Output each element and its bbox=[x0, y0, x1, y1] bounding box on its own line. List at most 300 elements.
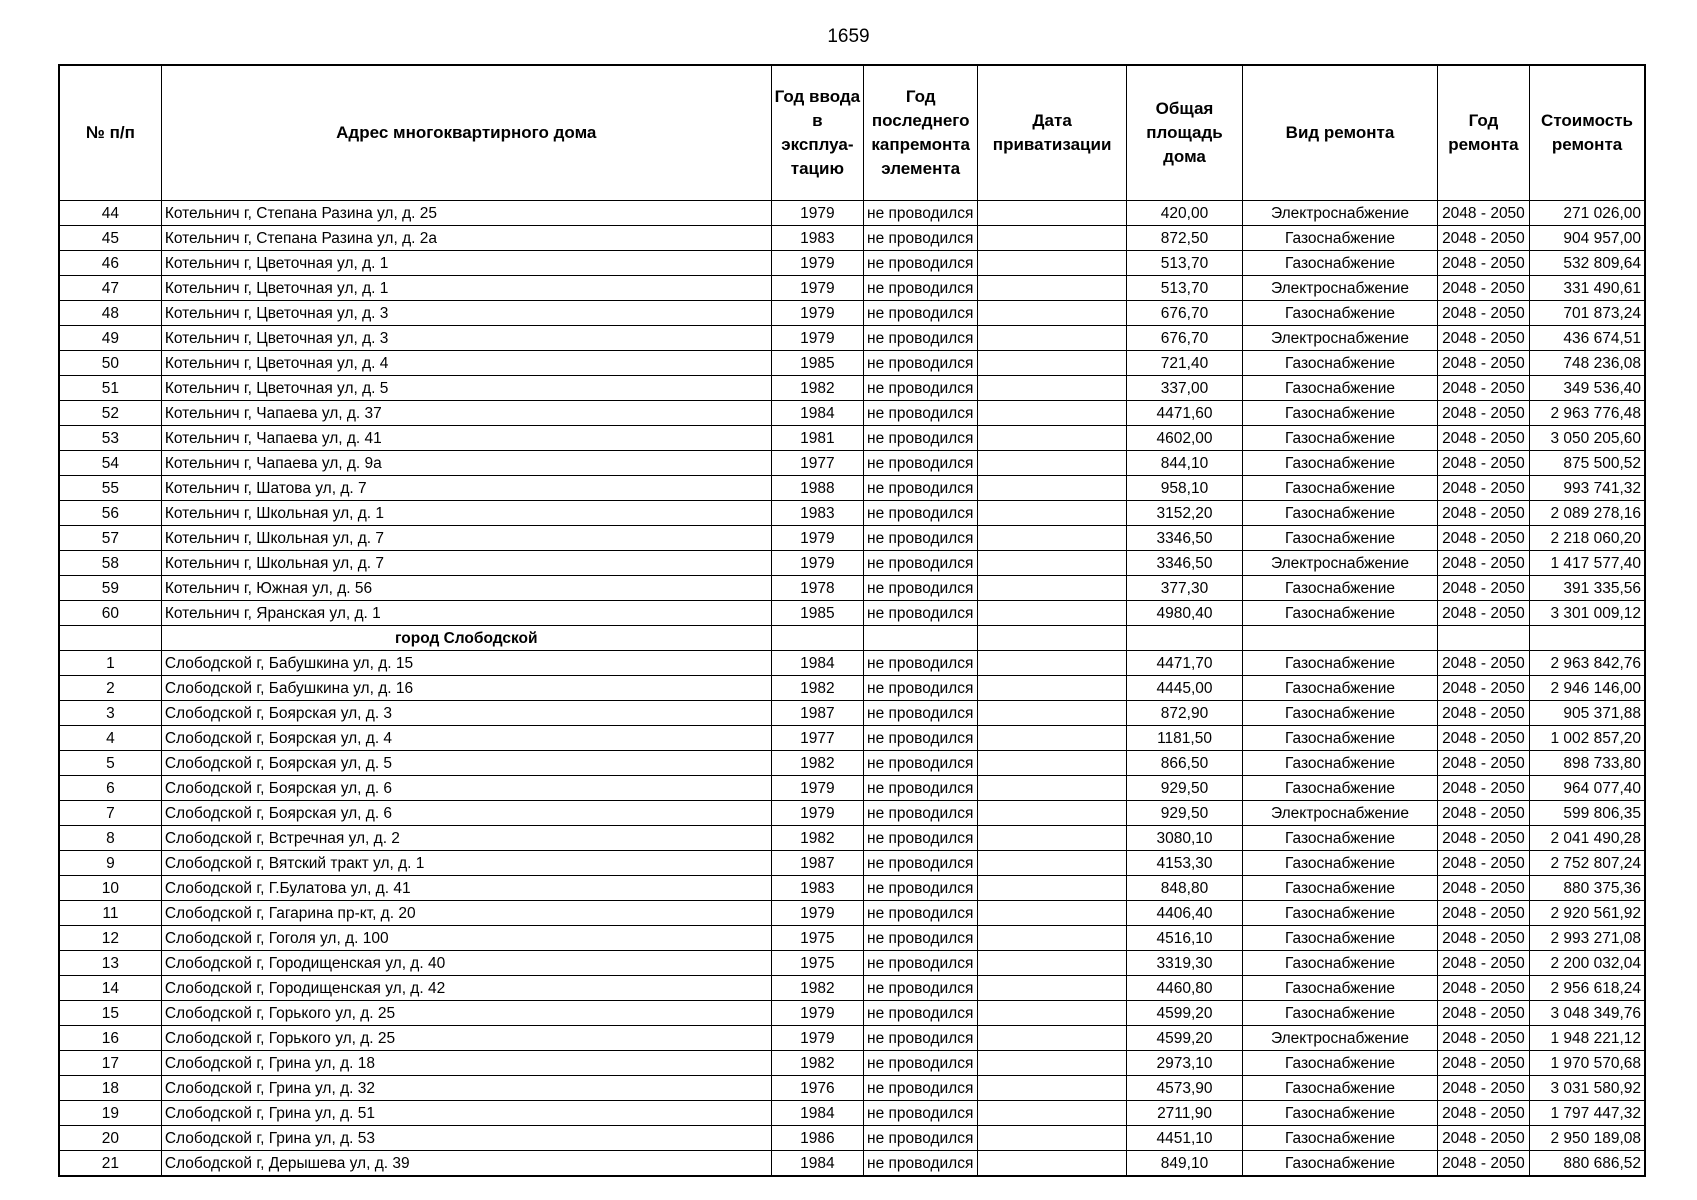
cell-num: 17 bbox=[59, 1051, 161, 1076]
cell-last-repair: не проводился bbox=[864, 326, 978, 351]
cell-cost: 2 920 561,92 bbox=[1530, 901, 1645, 926]
cell-privatization bbox=[978, 276, 1126, 301]
cell-repair-type: Газоснабжение bbox=[1243, 826, 1438, 851]
header-last-repair: Год последнего капремонта элемента bbox=[864, 65, 978, 201]
cell-num: 5 bbox=[59, 751, 161, 776]
cell-area: 3319,30 bbox=[1126, 951, 1242, 976]
table-row bbox=[59, 901, 1645, 926]
table-row bbox=[59, 301, 1645, 326]
cell-year-built: 1979 bbox=[771, 901, 863, 926]
cell-address: Слободской г, Горького ул, д. 25 bbox=[161, 1001, 771, 1026]
cell-area: 676,70 bbox=[1126, 301, 1242, 326]
cell-address: Слободской г, Бабушкина ул, д. 16 bbox=[161, 676, 771, 701]
cell-year-built: 1979 bbox=[771, 251, 863, 276]
cell-year-built: 1975 bbox=[771, 926, 863, 951]
cell-repair-type: Газоснабжение bbox=[1243, 1101, 1438, 1126]
cell-year-built: 1979 bbox=[771, 801, 863, 826]
cell-address: Котельнич г, Цветочная ул, д. 1 bbox=[161, 276, 771, 301]
cell-cost: 1 417 577,40 bbox=[1530, 551, 1645, 576]
cell-area: 1181,50 bbox=[1126, 726, 1242, 751]
cell-privatization bbox=[978, 1076, 1126, 1101]
cell-privatization bbox=[978, 701, 1126, 726]
cell-year-built: 1987 bbox=[771, 851, 863, 876]
cell-cost: 1 797 447,32 bbox=[1530, 1101, 1645, 1126]
header-address: Адрес многоквартирного дома bbox=[161, 65, 771, 201]
cell-repair-type: Газоснабжение bbox=[1243, 401, 1438, 426]
cell-privatization bbox=[978, 1101, 1126, 1126]
cell-repair-type: Газоснабжение bbox=[1243, 501, 1438, 526]
cell-year-built: 1979 bbox=[771, 1001, 863, 1026]
cell-area: 4980,40 bbox=[1126, 601, 1242, 626]
cell-num: 13 bbox=[59, 951, 161, 976]
cell-privatization bbox=[978, 501, 1126, 526]
cell-privatization bbox=[978, 826, 1126, 851]
cell-num: 9 bbox=[59, 851, 161, 876]
cell-area: 4406,40 bbox=[1126, 901, 1242, 926]
cell-repair-year: 2048 - 2050 bbox=[1437, 251, 1529, 276]
table-row bbox=[59, 601, 1645, 626]
cell-last-repair: не проводился bbox=[864, 726, 978, 751]
cell-cost: 3 031 580,92 bbox=[1530, 1076, 1645, 1101]
cell-repair-type: Газоснабжение bbox=[1243, 226, 1438, 251]
cell-repair-year: 2048 - 2050 bbox=[1437, 201, 1529, 226]
cell-num: 50 bbox=[59, 351, 161, 376]
cell-cost: 3 301 009,12 bbox=[1530, 601, 1645, 626]
table-header-row bbox=[59, 65, 1645, 201]
table-row bbox=[59, 501, 1645, 526]
cell-last-repair: не проводился bbox=[864, 251, 978, 276]
cell-address: Котельнич г, Цветочная ул, д. 4 bbox=[161, 351, 771, 376]
cell-cost: 2 089 278,16 bbox=[1530, 501, 1645, 526]
cell-repair-type: Газоснабжение bbox=[1243, 976, 1438, 1001]
cell-year-built: 1979 bbox=[771, 276, 863, 301]
table-row bbox=[59, 451, 1645, 476]
table-row bbox=[59, 826, 1645, 851]
cell-num: 15 bbox=[59, 1001, 161, 1026]
cell-cost: 3 048 349,76 bbox=[1530, 1001, 1645, 1026]
cell-cost: 964 077,40 bbox=[1530, 776, 1645, 801]
cell-repair-year: 2048 - 2050 bbox=[1437, 576, 1529, 601]
cell-repair-year: 2048 - 2050 bbox=[1437, 551, 1529, 576]
cell-cost: 880 375,36 bbox=[1530, 876, 1645, 901]
cell-year-built: 1982 bbox=[771, 751, 863, 776]
cell-repair-type: Газоснабжение bbox=[1243, 1001, 1438, 1026]
cell-cost: 701 873,24 bbox=[1530, 301, 1645, 326]
cell-area: 929,50 bbox=[1126, 801, 1242, 826]
table-row bbox=[59, 951, 1645, 976]
cell-repair-type: Газоснабжение bbox=[1243, 876, 1438, 901]
table-row bbox=[59, 651, 1645, 676]
header-privatization: Дата приватизации bbox=[978, 65, 1126, 201]
cell-address: Слободской г, Боярская ул, д. 6 bbox=[161, 776, 771, 801]
cell-address: Котельнич г, Школьная ул, д. 7 bbox=[161, 551, 771, 576]
cell-year-built: 1977 bbox=[771, 451, 863, 476]
page-number: 1659 bbox=[827, 26, 870, 47]
cell-cost: 2 946 146,00 bbox=[1530, 676, 1645, 701]
cell-area: 4602,00 bbox=[1126, 426, 1242, 451]
table-row bbox=[59, 1126, 1645, 1151]
cell-cost: 2 752 807,24 bbox=[1530, 851, 1645, 876]
cell-repair-year: 2048 - 2050 bbox=[1437, 226, 1529, 251]
cell-last-repair: не проводился bbox=[864, 926, 978, 951]
cell-privatization bbox=[978, 651, 1126, 676]
cell-cost: 2 963 776,48 bbox=[1530, 401, 1645, 426]
cell-privatization bbox=[978, 251, 1126, 276]
cell-last-repair: не проводился bbox=[864, 276, 978, 301]
table-row bbox=[59, 801, 1645, 826]
cell-repair-year: 2048 - 2050 bbox=[1437, 976, 1529, 1001]
cell-repair-type: Газоснабжение bbox=[1243, 476, 1438, 501]
cell-privatization bbox=[978, 326, 1126, 351]
cell-address: Слободской г, Городищенская ул, д. 42 bbox=[161, 976, 771, 1001]
cell-num: 3 bbox=[59, 701, 161, 726]
cell-cost: 349 536,40 bbox=[1530, 376, 1645, 401]
cell-repair-type: Газоснабжение bbox=[1243, 651, 1438, 676]
cell-cost: 875 500,52 bbox=[1530, 451, 1645, 476]
cell-last-repair: не проводился bbox=[864, 526, 978, 551]
cell-privatization bbox=[978, 1151, 1126, 1177]
cell-repair-type: Электроснабжение bbox=[1243, 201, 1438, 226]
cell-last-repair: не проводился bbox=[864, 826, 978, 851]
cell-num: 21 bbox=[59, 1151, 161, 1177]
cell-area: 3346,50 bbox=[1126, 526, 1242, 551]
cell-privatization bbox=[978, 601, 1126, 626]
cell-repair-type: Газоснабжение bbox=[1243, 251, 1438, 276]
cell-area: 676,70 bbox=[1126, 326, 1242, 351]
cell-last-repair: не проводился bbox=[864, 1001, 978, 1026]
cell-num: 11 bbox=[59, 901, 161, 926]
cell-num: 45 bbox=[59, 226, 161, 251]
section-row bbox=[59, 626, 1645, 651]
cell-num: 12 bbox=[59, 926, 161, 951]
cell-privatization bbox=[978, 551, 1126, 576]
cell-repair-type: Газоснабжение bbox=[1243, 926, 1438, 951]
cell-address: Слободской г, Грина ул, д. 53 bbox=[161, 1126, 771, 1151]
table-row bbox=[59, 876, 1645, 901]
repair-registry-table bbox=[58, 64, 1646, 1177]
cell-repair-year: 2048 - 2050 bbox=[1437, 776, 1529, 801]
cell-last-repair: не проводился bbox=[864, 701, 978, 726]
cell-area: 849,10 bbox=[1126, 1151, 1242, 1177]
cell-privatization bbox=[978, 1001, 1126, 1026]
kotelnich-rows bbox=[59, 201, 1645, 626]
header-num: № п/п bbox=[59, 65, 161, 201]
cell-area: 4599,20 bbox=[1126, 1001, 1242, 1026]
cell-address: Котельнич г, Чапаева ул, д. 41 bbox=[161, 426, 771, 451]
cell-address: Слободской г, Г.Булатова ул, д. 41 bbox=[161, 876, 771, 901]
cell-repair-year: 2048 - 2050 bbox=[1437, 901, 1529, 926]
table-row bbox=[59, 226, 1645, 251]
cell-cost: 905 371,88 bbox=[1530, 701, 1645, 726]
cell-num: 46 bbox=[59, 251, 161, 276]
cell-area: 4573,90 bbox=[1126, 1076, 1242, 1101]
cell-repair-type: Газоснабжение bbox=[1243, 576, 1438, 601]
cell-repair-type: Газоснабжение bbox=[1243, 851, 1438, 876]
cell-year-built: 1979 bbox=[771, 776, 863, 801]
cell-repair-year: 2048 - 2050 bbox=[1437, 601, 1529, 626]
cell-cost: 532 809,64 bbox=[1530, 251, 1645, 276]
cell-area: 2973,10 bbox=[1126, 1051, 1242, 1076]
table-row bbox=[59, 476, 1645, 501]
cell-privatization bbox=[978, 1026, 1126, 1051]
cell-num: 53 bbox=[59, 426, 161, 451]
cell-year-built: 1985 bbox=[771, 351, 863, 376]
cell-year-built: 1988 bbox=[771, 476, 863, 501]
cell-area: 958,10 bbox=[1126, 476, 1242, 501]
cell-repair-year: 2048 - 2050 bbox=[1437, 1101, 1529, 1126]
table-row bbox=[59, 1151, 1645, 1177]
cell-repair-type: Газоснабжение bbox=[1243, 526, 1438, 551]
cell-num: 6 bbox=[59, 776, 161, 801]
cell-cost: 1 948 221,12 bbox=[1530, 1026, 1645, 1051]
cell-last-repair: не проводился bbox=[864, 576, 978, 601]
section-header bbox=[59, 626, 1645, 651]
cell-year-built: 1979 bbox=[771, 301, 863, 326]
cell-privatization bbox=[978, 676, 1126, 701]
cell-address: Слободской г, Гагарина пр-кт, д. 20 bbox=[161, 901, 771, 926]
cell-cost: 1 002 857,20 bbox=[1530, 726, 1645, 751]
cell-address: Котельнич г, Чапаева ул, д. 37 bbox=[161, 401, 771, 426]
cell-year-built: 1982 bbox=[771, 976, 863, 1001]
cell-repair-year: 2048 - 2050 bbox=[1437, 451, 1529, 476]
cell-privatization bbox=[978, 876, 1126, 901]
table-row bbox=[59, 551, 1645, 576]
cell-cost: 993 741,32 bbox=[1530, 476, 1645, 501]
cell-area: 4445,00 bbox=[1126, 676, 1242, 701]
cell-privatization bbox=[978, 1051, 1126, 1076]
table-row bbox=[59, 976, 1645, 1001]
cell-area: 2711,90 bbox=[1126, 1101, 1242, 1126]
cell-repair-type: Электроснабжение bbox=[1243, 1026, 1438, 1051]
cell-cost: 2 956 618,24 bbox=[1530, 976, 1645, 1001]
cell-num: 49 bbox=[59, 326, 161, 351]
cell-num: 7 bbox=[59, 801, 161, 826]
cell-area: 866,50 bbox=[1126, 751, 1242, 776]
cell-last-repair: не проводился bbox=[864, 551, 978, 576]
cell-address: Слободской г, Гоголя ул, д. 100 bbox=[161, 926, 771, 951]
cell-repair-year: 2048 - 2050 bbox=[1437, 701, 1529, 726]
cell-address: Котельнич г, Чапаева ул, д. 9а bbox=[161, 451, 771, 476]
cell-privatization bbox=[978, 201, 1126, 226]
cell-address: Слободской г, Встречная ул, д. 2 bbox=[161, 826, 771, 851]
cell-cost: 599 806,35 bbox=[1530, 801, 1645, 826]
cell-last-repair: не проводился bbox=[864, 1126, 978, 1151]
cell-last-repair: не проводился bbox=[864, 301, 978, 326]
table-row bbox=[59, 926, 1645, 951]
cell-year-built: 1987 bbox=[771, 701, 863, 726]
cell-area: 4451,10 bbox=[1126, 1126, 1242, 1151]
cell-privatization bbox=[978, 801, 1126, 826]
cell-area: 4153,30 bbox=[1126, 851, 1242, 876]
cell-last-repair: не проводился bbox=[864, 226, 978, 251]
cell-cost: 2 950 189,08 bbox=[1530, 1126, 1645, 1151]
table-row bbox=[59, 426, 1645, 451]
cell-area: 848,80 bbox=[1126, 876, 1242, 901]
cell-cost: 271 026,00 bbox=[1530, 201, 1645, 226]
cell-cost: 880 686,52 bbox=[1530, 1151, 1645, 1177]
table-row bbox=[59, 326, 1645, 351]
cell-year-built: 1979 bbox=[771, 551, 863, 576]
cell-num: 4 bbox=[59, 726, 161, 751]
cell-repair-type: Газоснабжение bbox=[1243, 701, 1438, 726]
cell-last-repair: не проводился bbox=[864, 1076, 978, 1101]
cell-num: 57 bbox=[59, 526, 161, 551]
cell-repair-year: 2048 - 2050 bbox=[1437, 401, 1529, 426]
cell-area: 377,30 bbox=[1126, 576, 1242, 601]
cell-year-built: 1979 bbox=[771, 201, 863, 226]
cell-address: Котельнич г, Цветочная ул, д. 5 bbox=[161, 376, 771, 401]
table-row bbox=[59, 751, 1645, 776]
cell-cost: 904 957,00 bbox=[1530, 226, 1645, 251]
table-row bbox=[59, 776, 1645, 801]
cell-cost: 2 041 490,28 bbox=[1530, 826, 1645, 851]
cell-repair-year: 2048 - 2050 bbox=[1437, 501, 1529, 526]
table-row bbox=[59, 701, 1645, 726]
cell-num: 18 bbox=[59, 1076, 161, 1101]
cell-privatization bbox=[978, 476, 1126, 501]
cell-repair-year: 2048 - 2050 bbox=[1437, 276, 1529, 301]
cell-repair-year: 2048 - 2050 bbox=[1437, 951, 1529, 976]
cell-repair-type: Газоснабжение bbox=[1243, 301, 1438, 326]
cell-privatization bbox=[978, 576, 1126, 601]
cell-year-built: 1982 bbox=[771, 376, 863, 401]
cell-repair-type: Газоснабжение bbox=[1243, 426, 1438, 451]
table-row bbox=[59, 1026, 1645, 1051]
cell-year-built: 1985 bbox=[771, 601, 863, 626]
table-row bbox=[59, 576, 1645, 601]
cell-last-repair: не проводился bbox=[864, 426, 978, 451]
cell-area: 420,00 bbox=[1126, 201, 1242, 226]
cell-year-built: 1983 bbox=[771, 501, 863, 526]
cell-privatization bbox=[978, 1126, 1126, 1151]
cell-area: 4471,70 bbox=[1126, 651, 1242, 676]
table-row bbox=[59, 851, 1645, 876]
cell-year-built: 1984 bbox=[771, 1151, 863, 1177]
cell-repair-year: 2048 - 2050 bbox=[1437, 301, 1529, 326]
cell-address: Котельнич г, Южная ул, д. 56 bbox=[161, 576, 771, 601]
table-row bbox=[59, 1051, 1645, 1076]
cell-repair-type: Газоснабжение bbox=[1243, 901, 1438, 926]
cell-privatization bbox=[978, 976, 1126, 1001]
table-row bbox=[59, 726, 1645, 751]
header-repair-year: Год ремонта bbox=[1437, 65, 1529, 201]
cell-year-built: 1975 bbox=[771, 951, 863, 976]
cell-address: Слободской г, Грина ул, д. 51 bbox=[161, 1101, 771, 1126]
cell-area: 844,10 bbox=[1126, 451, 1242, 476]
cell-repair-year: 2048 - 2050 bbox=[1437, 651, 1529, 676]
cell-repair-year: 2048 - 2050 bbox=[1437, 851, 1529, 876]
slobodskoy-rows bbox=[59, 651, 1645, 1177]
cell-repair-type: Газоснабжение bbox=[1243, 1051, 1438, 1076]
cell-cost: 2 963 842,76 bbox=[1530, 651, 1645, 676]
cell-year-built: 1979 bbox=[771, 326, 863, 351]
cell-repair-year: 2048 - 2050 bbox=[1437, 926, 1529, 951]
cell-address: Котельнич г, Школьная ул, д. 1 bbox=[161, 501, 771, 526]
cell-year-built: 1982 bbox=[771, 1051, 863, 1076]
cell-cost: 898 733,80 bbox=[1530, 751, 1645, 776]
cell-privatization bbox=[978, 401, 1126, 426]
cell-repair-year: 2048 - 2050 bbox=[1437, 351, 1529, 376]
cell-repair-year: 2048 - 2050 bbox=[1437, 876, 1529, 901]
cell-area: 872,90 bbox=[1126, 701, 1242, 726]
cell-area: 721,40 bbox=[1126, 351, 1242, 376]
cell-repair-type: Электроснабжение bbox=[1243, 801, 1438, 826]
cell-repair-type: Газоснабжение bbox=[1243, 351, 1438, 376]
cell-last-repair: не проводился bbox=[864, 601, 978, 626]
cell-last-repair: не проводился bbox=[864, 1051, 978, 1076]
cell-num: 16 bbox=[59, 1026, 161, 1051]
cell-num: 51 bbox=[59, 376, 161, 401]
cell-area: 513,70 bbox=[1126, 276, 1242, 301]
cell-num: 2 bbox=[59, 676, 161, 701]
cell-cost: 391 335,56 bbox=[1530, 576, 1645, 601]
cell-repair-year: 2048 - 2050 bbox=[1437, 726, 1529, 751]
cell-repair-year: 2048 - 2050 bbox=[1437, 476, 1529, 501]
cell-address: Слободской г, Городищенская ул, д. 40 bbox=[161, 951, 771, 976]
cell-last-repair: не проводился bbox=[864, 776, 978, 801]
cell-repair-year: 2048 - 2050 bbox=[1437, 426, 1529, 451]
cell-num: 55 bbox=[59, 476, 161, 501]
cell-privatization bbox=[978, 301, 1126, 326]
cell-address: Слободской г, Горького ул, д. 25 bbox=[161, 1026, 771, 1051]
cell-area: 929,50 bbox=[1126, 776, 1242, 801]
cell-privatization bbox=[978, 901, 1126, 926]
cell-repair-type: Электроснабжение bbox=[1243, 276, 1438, 301]
cell-repair-type: Газоснабжение bbox=[1243, 601, 1438, 626]
cell-num: 19 bbox=[59, 1101, 161, 1126]
cell-cost: 3 050 205,60 bbox=[1530, 426, 1645, 451]
cell-last-repair: не проводился bbox=[864, 676, 978, 701]
cell-address: Слободской г, Боярская ул, д. 6 bbox=[161, 801, 771, 826]
cell-last-repair: не проводился bbox=[864, 851, 978, 876]
cell-address: Котельнич г, Школьная ул, д. 7 bbox=[161, 526, 771, 551]
cell-num: 59 bbox=[59, 576, 161, 601]
cell-repair-type: Газоснабжение bbox=[1243, 726, 1438, 751]
cell-repair-year: 2048 - 2050 bbox=[1437, 801, 1529, 826]
cell-repair-year: 2048 - 2050 bbox=[1437, 1126, 1529, 1151]
table-row bbox=[59, 251, 1645, 276]
table-row bbox=[59, 676, 1645, 701]
cell-area: 513,70 bbox=[1126, 251, 1242, 276]
cell-year-built: 1981 bbox=[771, 426, 863, 451]
cell-year-built: 1986 bbox=[771, 1126, 863, 1151]
table-row bbox=[59, 201, 1645, 226]
cell-repair-type: Газоснабжение bbox=[1243, 1151, 1438, 1177]
cell-year-built: 1979 bbox=[771, 1026, 863, 1051]
cell-year-built: 1984 bbox=[771, 401, 863, 426]
cell-year-built: 1979 bbox=[771, 526, 863, 551]
cell-repair-type: Газоснабжение bbox=[1243, 376, 1438, 401]
cell-last-repair: не проводился bbox=[864, 901, 978, 926]
cell-year-built: 1977 bbox=[771, 726, 863, 751]
cell-last-repair: не проводился bbox=[864, 1101, 978, 1126]
cell-repair-year: 2048 - 2050 bbox=[1437, 751, 1529, 776]
cell-last-repair: не проводился bbox=[864, 201, 978, 226]
cell-num: 48 bbox=[59, 301, 161, 326]
cell-last-repair: не проводился bbox=[864, 951, 978, 976]
cell-year-built: 1984 bbox=[771, 651, 863, 676]
cell-num: 54 bbox=[59, 451, 161, 476]
cell-num: 20 bbox=[59, 1126, 161, 1151]
cell-cost: 748 236,08 bbox=[1530, 351, 1645, 376]
cell-repair-year: 2048 - 2050 bbox=[1437, 1076, 1529, 1101]
cell-repair-type: Электроснабжение bbox=[1243, 326, 1438, 351]
cell-address: Котельнич г, Степана Разина ул, д. 2а bbox=[161, 226, 771, 251]
cell-num: 1 bbox=[59, 651, 161, 676]
cell-year-built: 1976 bbox=[771, 1076, 863, 1101]
cell-address: Слободской г, Боярская ул, д. 5 bbox=[161, 751, 771, 776]
cell-cost: 436 674,51 bbox=[1530, 326, 1645, 351]
